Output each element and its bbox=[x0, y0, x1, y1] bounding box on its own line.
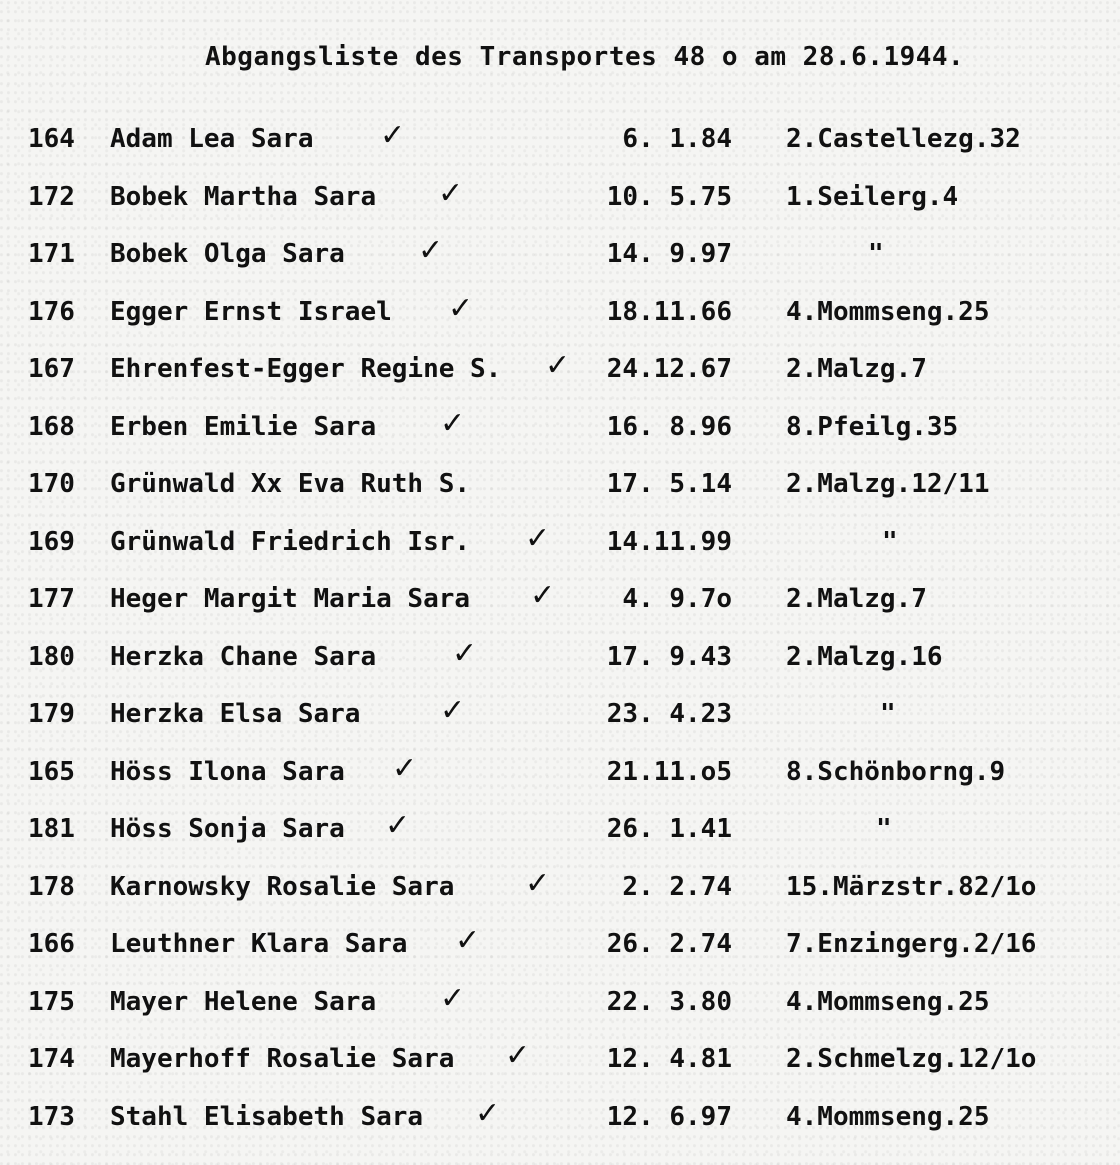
check-mark-icon: ✓ bbox=[525, 865, 551, 901]
person-name: Höss Sonja Sara bbox=[110, 814, 345, 844]
birth-date: 23. 4.23 bbox=[606, 699, 732, 729]
address: 2.Castellezg.32 bbox=[786, 124, 1021, 154]
row-number: 176 bbox=[28, 296, 75, 327]
person-name: Bobek Martha Sara bbox=[110, 181, 377, 212]
list-row bbox=[0, 176, 1120, 234]
list-row bbox=[0, 693, 1120, 751]
address: 1.Seilerg.4 bbox=[786, 181, 959, 212]
person-name: Herzka Chane Sara bbox=[110, 641, 377, 672]
birth-date: 17. 9.43 bbox=[606, 641, 732, 672]
list-row bbox=[0, 981, 1120, 1039]
address: 2.Malzg.12/11 bbox=[786, 469, 990, 499]
row-number: 175 bbox=[28, 986, 75, 1017]
address: 7.Enzingerg.2/16 bbox=[786, 929, 1037, 959]
birth-date: 14. 9.97 bbox=[606, 239, 732, 269]
person-name: Bobek Olga Sara bbox=[110, 239, 345, 269]
address: 2.Schmelzg.12/1o bbox=[786, 1044, 1037, 1074]
list-row bbox=[0, 1096, 1120, 1154]
list-row bbox=[0, 866, 1120, 924]
row-number: 180 bbox=[28, 641, 75, 672]
row-number: 165 bbox=[28, 756, 75, 787]
birth-date: 10. 5.75 bbox=[606, 181, 732, 212]
check-mark-icon: ✓ bbox=[385, 808, 411, 843]
birth-date: 12. 6.97 bbox=[606, 1101, 732, 1132]
address-ditto: " bbox=[882, 526, 898, 557]
list-row bbox=[0, 118, 1120, 176]
address: 2.Malzg.7 bbox=[786, 354, 927, 384]
check-mark-icon: ✓ bbox=[525, 520, 551, 556]
row-number: 173 bbox=[28, 1101, 75, 1132]
check-mark-icon: ✓ bbox=[455, 923, 481, 958]
check-mark-icon: ✓ bbox=[440, 693, 466, 728]
row-number: 179 bbox=[28, 699, 75, 729]
row-number: 169 bbox=[28, 526, 75, 557]
address: 2.Malzg.16 bbox=[786, 641, 943, 672]
address-ditto: " bbox=[880, 699, 896, 729]
person-name: Stahl Elisabeth Sara bbox=[110, 1101, 424, 1132]
row-number: 170 bbox=[28, 469, 75, 499]
check-mark-icon: ✓ bbox=[440, 405, 466, 441]
address: 2.Malzg.7 bbox=[786, 584, 927, 614]
list-row bbox=[0, 233, 1120, 291]
birth-date: 6. 1.84 bbox=[622, 124, 732, 154]
birth-date: 2. 2.74 bbox=[622, 871, 732, 902]
row-number: 178 bbox=[28, 871, 75, 902]
check-mark-icon: ✓ bbox=[440, 980, 466, 1016]
list-row bbox=[0, 1038, 1120, 1096]
transport-list bbox=[0, 118, 1120, 1153]
document-title: Abgangsliste des Transportes 48 o am 28.6.1944. bbox=[205, 42, 965, 72]
row-number: 171 bbox=[28, 239, 75, 269]
birth-date: 14.11.99 bbox=[606, 526, 732, 557]
address: 8.Pfeilg.35 bbox=[786, 411, 959, 442]
row-number: 164 bbox=[28, 124, 75, 154]
row-number: 174 bbox=[28, 1044, 75, 1074]
address-ditto: " bbox=[876, 814, 892, 844]
row-number: 166 bbox=[28, 929, 75, 959]
list-row bbox=[0, 521, 1120, 579]
check-mark-icon: ✓ bbox=[438, 175, 464, 211]
person-name: Egger Ernst Israel bbox=[110, 296, 392, 327]
address: 8.Schönborng.9 bbox=[786, 756, 1006, 787]
birth-date: 4. 9.7o bbox=[622, 584, 732, 614]
birth-date: 16. 8.96 bbox=[606, 411, 732, 442]
person-name: Mayer Helene Sara bbox=[110, 986, 377, 1017]
birth-date: 21.11.o5 bbox=[606, 756, 732, 787]
birth-date: 22. 3.80 bbox=[606, 986, 732, 1017]
row-number: 172 bbox=[28, 181, 75, 212]
person-name: Karnowsky Rosalie Sara bbox=[110, 871, 455, 902]
birth-date: 26. 1.41 bbox=[606, 814, 732, 844]
person-name: Adam Lea Sara bbox=[110, 124, 314, 154]
list-row bbox=[0, 923, 1120, 981]
birth-date: 26. 2.74 bbox=[606, 929, 732, 959]
person-name: Leuthner Klara Sara bbox=[110, 929, 408, 959]
check-mark-icon: ✓ bbox=[545, 348, 571, 383]
check-mark-icon: ✓ bbox=[452, 635, 478, 671]
check-mark-icon: ✓ bbox=[530, 578, 556, 613]
birth-date: 12. 4.81 bbox=[606, 1044, 732, 1074]
person-name: Ehrenfest-Egger Regine S. bbox=[110, 354, 502, 384]
list-row bbox=[0, 348, 1120, 406]
check-mark-icon: ✓ bbox=[475, 1095, 501, 1131]
address: 4.Mommseng.25 bbox=[786, 1101, 990, 1132]
person-name: Heger Margit Maria Sara bbox=[110, 584, 471, 614]
birth-date: 18.11.66 bbox=[606, 296, 732, 327]
list-row bbox=[0, 463, 1120, 521]
birth-date: 24.12.67 bbox=[606, 354, 732, 384]
list-row bbox=[0, 578, 1120, 636]
row-number: 168 bbox=[28, 411, 75, 442]
address-ditto: " bbox=[868, 239, 884, 269]
check-mark-icon: ✓ bbox=[392, 750, 418, 786]
check-mark-icon: ✓ bbox=[448, 290, 474, 326]
person-name: Erben Emilie Sara bbox=[110, 411, 377, 442]
list-row bbox=[0, 406, 1120, 464]
address: 4.Mommseng.25 bbox=[786, 296, 990, 327]
check-mark-icon: ✓ bbox=[418, 233, 444, 268]
list-row bbox=[0, 751, 1120, 809]
row-number: 167 bbox=[28, 354, 75, 384]
row-number: 181 bbox=[28, 814, 75, 844]
address: 4.Mommseng.25 bbox=[786, 986, 990, 1017]
check-mark-icon: ✓ bbox=[505, 1038, 531, 1073]
check-mark-icon: ✓ bbox=[380, 118, 406, 153]
list-row bbox=[0, 636, 1120, 694]
person-name: Mayerhoff Rosalie Sara bbox=[110, 1044, 455, 1074]
list-row bbox=[0, 808, 1120, 866]
person-name: Grünwald Friedrich Isr. bbox=[110, 526, 471, 557]
address: 15.Märzstr.82/1o bbox=[786, 871, 1037, 902]
person-name: Höss Ilona Sara bbox=[110, 756, 345, 787]
person-name: Grünwald Xx Eva Ruth S. bbox=[110, 469, 471, 499]
row-number: 177 bbox=[28, 584, 75, 614]
birth-date: 17. 5.14 bbox=[606, 469, 732, 499]
person-name: Herzka Elsa Sara bbox=[110, 699, 361, 729]
list-row bbox=[0, 291, 1120, 349]
